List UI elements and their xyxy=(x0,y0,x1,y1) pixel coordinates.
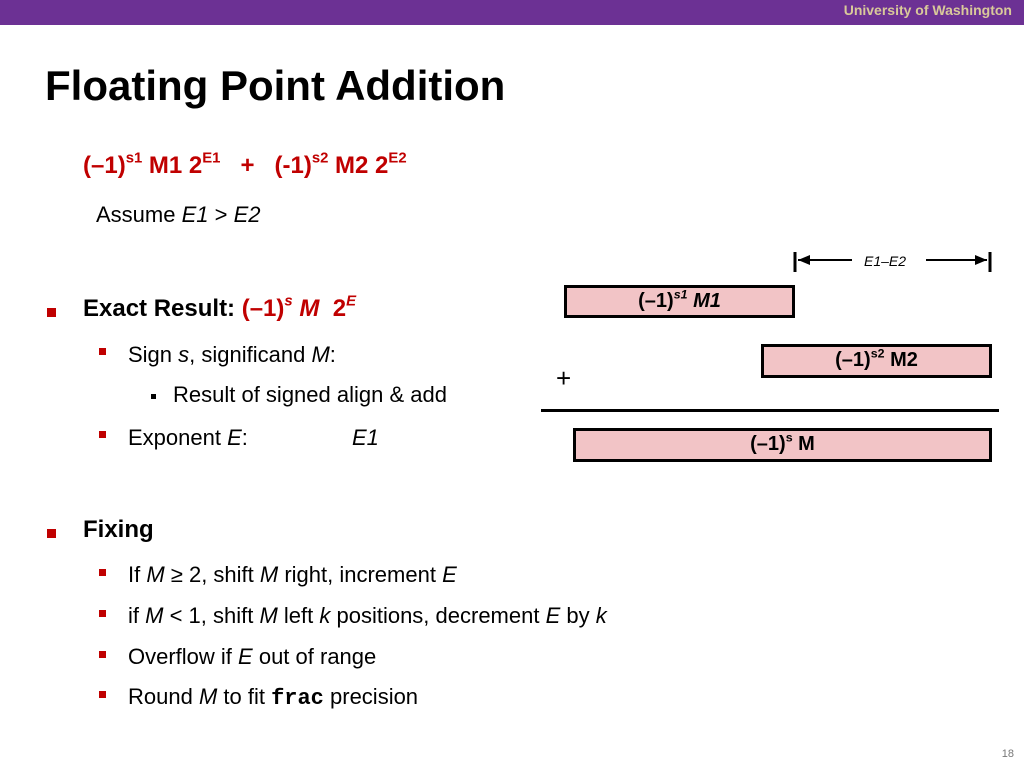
bullet-icon xyxy=(47,308,56,317)
bullet-icon xyxy=(47,529,56,538)
bullet-icon xyxy=(151,394,156,399)
fixing-item-range: Overflow if E out of range xyxy=(128,644,377,669)
exponent-value: E1 xyxy=(352,425,379,450)
bullet-icon xyxy=(99,651,106,658)
fixing-item-overflow-shift: If M ≥ 2, shift M right, increment E xyxy=(128,562,457,587)
exponent-item: Exponent E: xyxy=(128,425,248,450)
operand-1-box: $(-1)^{s1}$ M1 xyxy=(564,285,795,318)
bullet-icon xyxy=(99,691,106,698)
fixing-heading: Fixing xyxy=(83,516,154,543)
page-number: 18 xyxy=(1001,748,1014,760)
plus-sign: + xyxy=(556,363,572,393)
fixing-item-round: Round M to fit frac precision xyxy=(128,684,419,711)
sum-rule xyxy=(541,409,999,412)
result-item: Result of signed align & add xyxy=(173,382,447,407)
shift-gap-label: E1–E2 xyxy=(864,253,907,269)
operand-2-box: $(-1)^{s2}$ M2 xyxy=(761,344,992,378)
fixing-item-normalize: if M < 1, shift M left k positions, decrement E by k xyxy=(128,603,607,628)
bullet-icon xyxy=(99,569,106,576)
bullet-icon xyxy=(99,348,106,355)
institution-name: University of Washington xyxy=(843,2,1012,18)
header-bar xyxy=(0,0,1024,25)
assumption-text: Assume E1 > E2 xyxy=(96,202,261,227)
bullet-icon xyxy=(99,610,106,617)
sign-significand-item: Sign s, significand M: xyxy=(128,342,336,367)
result-box: $(-1)^s$ M xyxy=(573,428,992,462)
slide-title: Floating Point Addition xyxy=(45,62,506,109)
exact-result-heading: Exact Result: $(-1)^s$ M $2^E$ xyxy=(83,293,356,322)
addition-equation: $(-1)^{s1}$ M1 $2^{E1} + (-1)^{s2}$ M2 $2^{E2}$ xyxy=(83,150,407,179)
bullet-icon xyxy=(99,431,106,438)
